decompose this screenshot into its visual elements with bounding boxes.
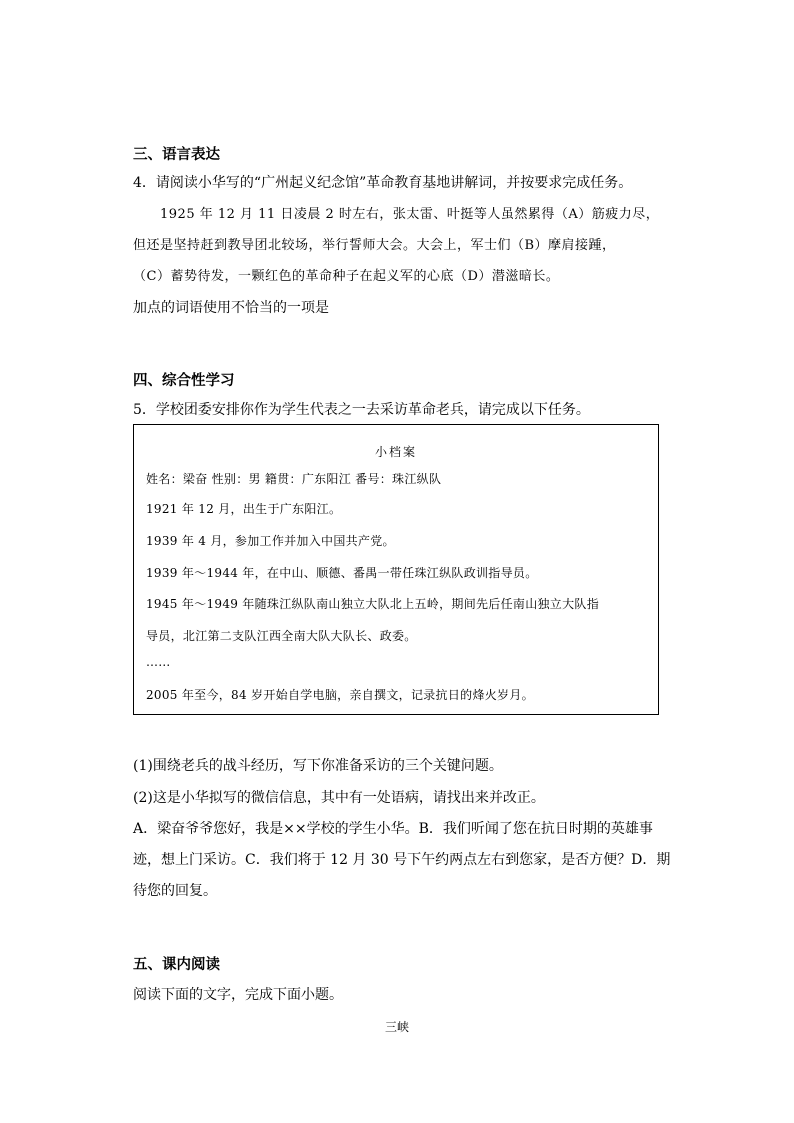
passage-line-1: 1925 年 12 月 11 日凌晨 2 时左右，张太雷、叶挺等人虽然累得（A）筋疲力尽， (160, 207, 660, 222)
sub-question-2: (2)这是小华拟写的微信信息，其中有一处语病，请找出来并改正。 (133, 790, 545, 806)
text-title: 三峡 (384, 1020, 409, 1034)
reading-instruction: 阅读下面的文字，完成下面小题。 (133, 987, 343, 1003)
archive-line: 姓名：梁奋 性别：男 籍贯：广东阳江 番号：珠江纵队 (146, 472, 442, 486)
section-4-heading: 四、综合性学习 (133, 373, 235, 389)
archive-title: 小档案 (374, 445, 417, 459)
archive-line: 1939 年～1944 年，在中山、顺德、番禺一带任珠江纵队政训指导员。 (146, 566, 538, 580)
archive-line: 1921 年 12 月，出生于广东阳江。 (146, 502, 342, 516)
question-4-prompt: 加点的词语使用不恰当的一项是 (133, 300, 329, 316)
archive-line: 2005 年至今，84 岁开始自学电脑，亲自撰文，记录抗日的烽火岁月。 (146, 688, 534, 702)
passage-line-2: 但还是坚持赶到教导团北较场，举行誓师大会。大会上，军士们（B）摩肩接踵， (133, 238, 616, 253)
message-line-3: 待您的回复。 (133, 883, 217, 899)
section-5-heading: 五、课内阅读 (133, 957, 220, 973)
archive-line: 导员，北江第二支队江西全南大队大队长、政委。 (146, 629, 417, 643)
archive-line: …… (146, 655, 171, 669)
archive-box (133, 424, 659, 715)
message-line-1: A．梁奋爷爷您好，我是××学校的学生小华。B．我们听闻了您在抗日时期的英雄事 (133, 821, 653, 837)
question-4: 4．请阅读小华写的“广州起义纪念馆”革命教育基地讲解词，并按要求完成任务。 (133, 175, 633, 191)
archive-line: 1945 年～1949 年随珠江纵队南山独立大队北上五岭，期间先后任南山独立大队指 (146, 597, 600, 611)
passage-line-3: （C）蓄势待发，一颗红色的革命种子在起义军的心底（D）潜滋暗长。 (133, 269, 560, 284)
section-3-heading: 三、语言表达 (133, 147, 220, 163)
message-line-2: 迹，想上门采访。C．我们将于 12 月 30 号下午约两点左右到您家，是否方便？D．期 (133, 852, 671, 868)
question-5: 5．学校团委安排你作为学生代表之一去采访革命老兵，请完成以下任务。 (133, 402, 590, 418)
archive-line: 1939 年 4 月，参加工作并加入中国共产党。 (146, 534, 395, 548)
sub-question-1: (1)围绕老兵的战斗经历，写下你准备采访的三个关键问题。 (133, 758, 503, 774)
